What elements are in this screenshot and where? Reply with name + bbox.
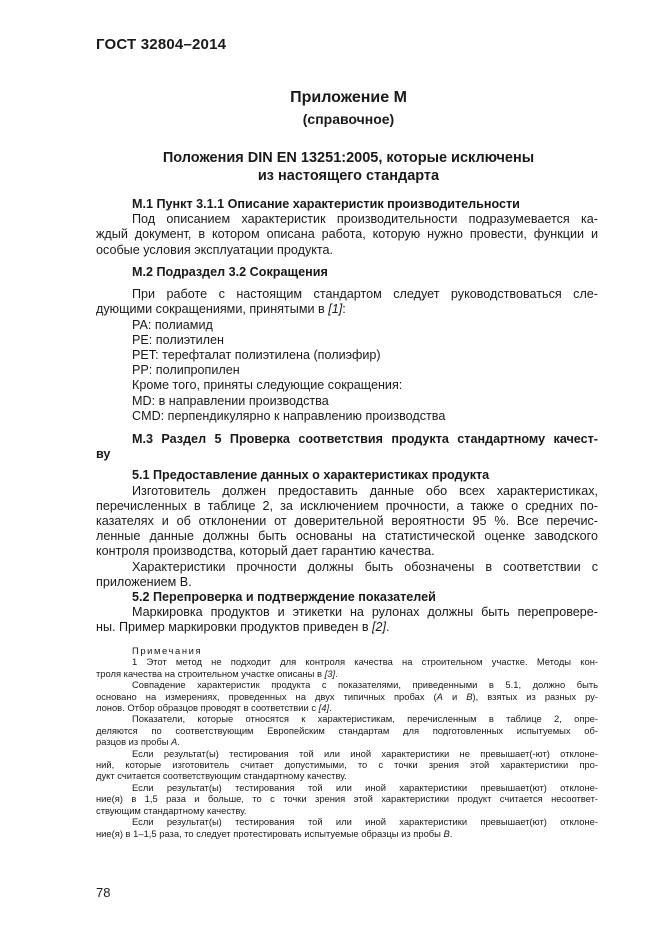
sample-label: А bbox=[436, 690, 443, 702]
note-line: деляются по соответствующим Европейским стандартам для подготовленных испытуемых об- bbox=[96, 724, 598, 736]
note-line bbox=[96, 691, 598, 702]
appendix-heading-line2: из настоящего стандарта bbox=[257, 168, 440, 184]
text-span: троля качества на строительном участке описаны в bbox=[96, 667, 325, 679]
appendix-title: Приложение М bbox=[290, 89, 407, 106]
abbreviation-item: Кроме того, приняты следующие сокращения: bbox=[132, 378, 403, 393]
paragraph-line: Под описанием характеристик производительности подразумевается ка- bbox=[132, 212, 598, 227]
paragraph-line: перечисленных в таблице 2, за исключением прочности, а также о средних по- bbox=[96, 498, 598, 513]
note-line: Если результат(ы) тестирования той или иной характеристики превышает(ют) отклоне- bbox=[132, 816, 598, 828]
note-line: Если результат(ы) тестирования той или иной характеристики не превышает(-ют) отклоне- bbox=[132, 747, 598, 759]
note-line: дукт считается соответствующим стандартному качеству. bbox=[96, 770, 347, 782]
paragraph-line: ленные данные должны быть основаны на статистической оценке заводского bbox=[96, 529, 598, 544]
text-span: ), взятых из разных ру- bbox=[472, 690, 598, 702]
notes-label: Примечания bbox=[132, 645, 203, 656]
paragraph-line: При работе с настоящим стандартом следует руководствоваться сле- bbox=[132, 287, 598, 302]
notes-block bbox=[96, 645, 598, 839]
sample-label: В bbox=[466, 690, 473, 702]
appendix-heading-line1: Положения DIN EN 13251:2005, которые исключены bbox=[162, 150, 535, 166]
paragraph-line: казателях и об отклонении от доверительной вероятности 95 %. Все перечис- bbox=[96, 514, 598, 529]
paragraph-line: ждый документ, в котором описана работа, которую нужно провести, функции и bbox=[96, 227, 598, 242]
section-m1-heading: М.1 Пункт 3.1.1 Описание характеристик производительности bbox=[132, 197, 520, 211]
text-span: и bbox=[442, 690, 467, 702]
note-line: Показатели, которые относятся к характеристикам, перечисленным в таблице 2, опре- bbox=[132, 713, 598, 725]
sample-label: А bbox=[171, 736, 178, 748]
section-m3-heading: М.3 Раздел 5 Проверка соответствия продукта стандартному качест- bbox=[132, 432, 598, 446]
text-span: . bbox=[386, 620, 390, 635]
reference-link: [3] bbox=[324, 667, 336, 679]
reference-link: [4] bbox=[318, 702, 330, 714]
section-m3 bbox=[96, 432, 598, 636]
text-span: . bbox=[449, 827, 453, 839]
text-span: . bbox=[335, 667, 338, 679]
text-span: . bbox=[177, 736, 180, 748]
paragraph-line: Характеристики прочности должны быть обозначены в соответствии с bbox=[132, 559, 598, 574]
document-header: ГОСТ 32804–2014 bbox=[96, 36, 227, 53]
paragraph-line bbox=[96, 302, 598, 317]
text-span: лонов. Отбор образцов проводят в соответствии с bbox=[96, 702, 319, 714]
section-m2-heading: М.2 Подраздел 3.2 Сокращения bbox=[132, 265, 328, 279]
note-line bbox=[96, 668, 598, 679]
text-span: : bbox=[342, 302, 346, 317]
section-m2 bbox=[96, 265, 598, 424]
paragraph-line: особые условия эксплуатации продукта. bbox=[96, 242, 334, 257]
subsection-5-2-heading: 5.2 Перепроверка и подтверждение показателей bbox=[132, 590, 436, 605]
paragraph-line: приложением В. bbox=[96, 574, 192, 589]
abbreviation-item: CMD: перпендикулярно к направлению производства bbox=[132, 408, 446, 423]
note-line: Совпадение характеристик продукта с показателями, приведенными в 5.1, должно быть bbox=[132, 679, 598, 691]
paragraph-line bbox=[96, 620, 598, 635]
text-span: ние(я) в 1–1,5 раза, то следует протестировать испытуемые образцы из пробы bbox=[96, 827, 444, 839]
paragraph-line: Изготовитель должен предоставить данные обо всех характеристиках, bbox=[132, 483, 598, 498]
text-span: ны. Пример маркировки продуктов приведен в bbox=[96, 620, 373, 635]
sample-label: В bbox=[443, 827, 450, 839]
text-span: основано на измерениях, проведенных на двух типичных пробах ( bbox=[96, 690, 437, 702]
note-line: ствующим стандартному качеству. bbox=[96, 804, 247, 816]
subsection-5-1-heading: 5.1 Предоставление данных о характеристиках продукта bbox=[132, 468, 490, 483]
abbreviation-item: PP: полипропилен bbox=[132, 363, 240, 378]
reference-link: [1] bbox=[328, 302, 343, 317]
paragraph-line: контроля производства, который дает гарантию качества. bbox=[96, 544, 435, 559]
note-line bbox=[96, 702, 598, 713]
abbreviation-item: PE: полиэтилен bbox=[132, 332, 224, 347]
reference-link: [2] bbox=[372, 620, 387, 635]
abbreviation-item: MD: в направлении производства bbox=[132, 393, 329, 408]
text-span: дующими сокращениями, принятыми в bbox=[96, 302, 329, 317]
note-line bbox=[96, 828, 598, 839]
note-line: ний, которые изготовитель считает допустимыми, то с точки зрения этой характеристики про- bbox=[96, 759, 598, 771]
text-span: разцов из пробы bbox=[96, 736, 172, 748]
section-m1 bbox=[96, 197, 598, 258]
abbreviation-item: PET: терефталат полиэтилена (полиэфир) bbox=[132, 348, 381, 363]
appendix-subtitle: (справочное) bbox=[302, 111, 395, 127]
note-line: Если результат(ы) тестирования той или иной характеристики превышает(ют) отклоне- bbox=[132, 781, 598, 793]
text-span: . bbox=[329, 702, 332, 714]
paragraph-line: Маркировка продуктов и этикетки на рулонах должны быть перепровере- bbox=[132, 605, 598, 620]
note-line: ние(я) в 1,5 раза и больше, то с точки зрения этой характеристики продукт считается несоответ- bbox=[96, 793, 598, 805]
section-m3-heading-cont: ву bbox=[96, 447, 111, 462]
abbreviation-item: PA: полиамид bbox=[132, 317, 213, 332]
note-line bbox=[96, 736, 598, 747]
page-number: 78 bbox=[96, 885, 111, 900]
note-line: 1 Этот метод не подходит для контроля качества на строительном участке. Методы кон- bbox=[132, 656, 598, 668]
